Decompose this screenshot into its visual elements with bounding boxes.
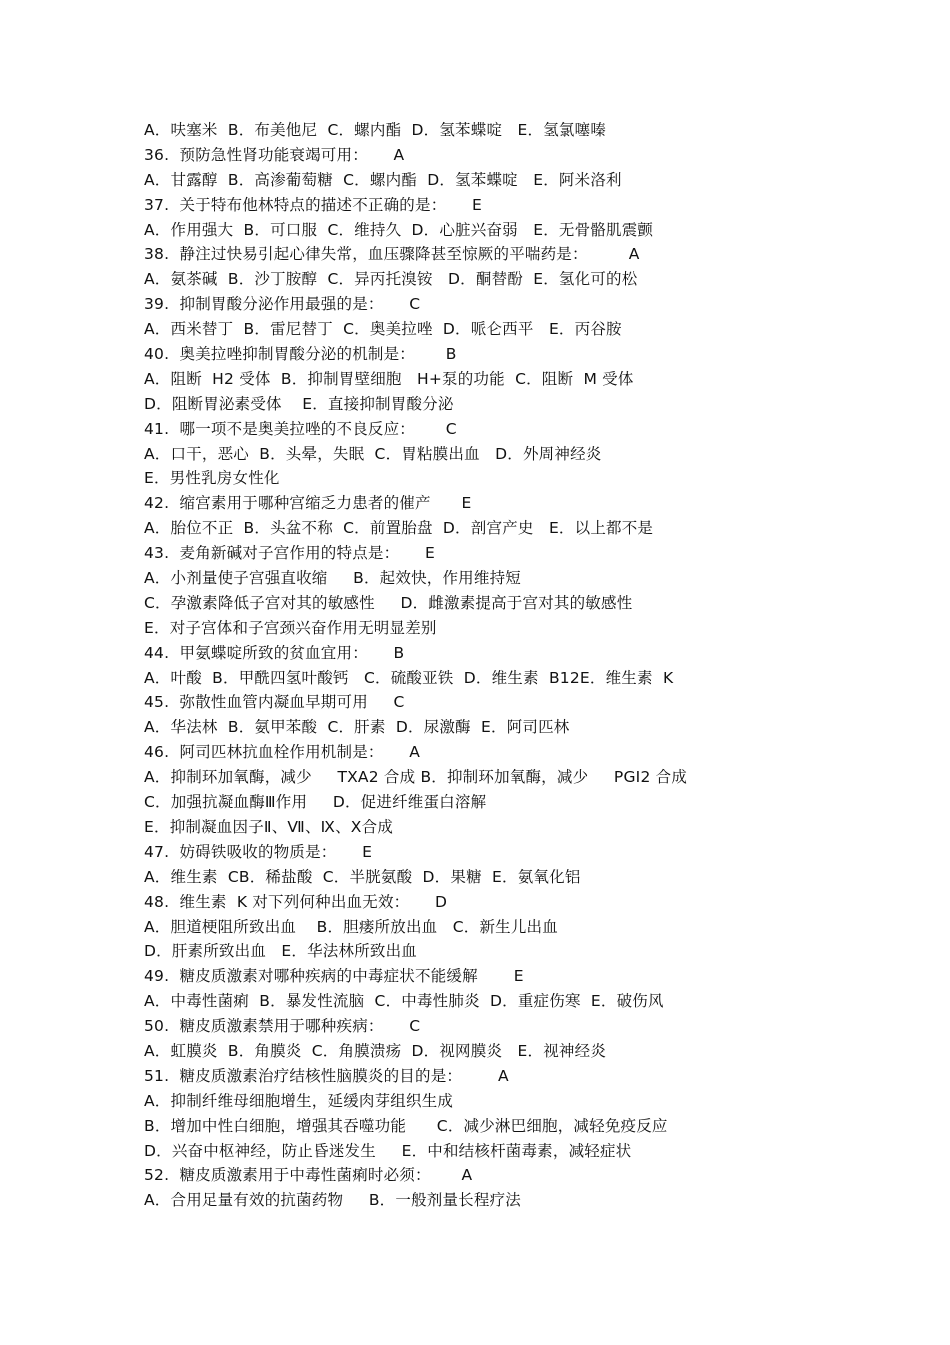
options-line: D．兴奋中枢神经，防止昏迷发生 E．中和结核杆菌毒素，减轻症状 <box>144 1141 632 1160</box>
options-line: A．阻断 H2 受体 B．抑制胃壁细胞 H+泵的功能 C．阻断 M 受体 <box>144 369 634 388</box>
text-line: A．呋塞米 B．布美他尼 C．螺内酯 D．氢苯蝶啶 E．氢氯噻嗪 <box>144 121 607 139</box>
options-line: A．合用足量有效的抗菌药物 B．一般剂量长程疗法 <box>144 1191 521 1210</box>
question-line: 38. 静注过快易引起心律失常，血压骤降甚至惊厥的平喘药是： A <box>144 245 640 264</box>
question-line: 50. 糖皮质激素禁用于哪种疾病： C <box>144 1017 421 1036</box>
options-line: E．男性乳房女性化 <box>144 469 280 488</box>
question-line: 36. 预防急性肾功能衰竭可用： A <box>144 145 405 164</box>
options-line: C．加强抗凝血酶Ⅲ作用 D．促进纤维蛋白溶解 <box>144 793 487 812</box>
options-line: A．叶酸 B．甲酰四氢叶酸钙 C．硫酸亚铁 D．维生素 B12E．维生素 K <box>144 668 674 687</box>
question-line: 44. 甲氨蝶啶所致的贫血宜用： B <box>144 643 405 662</box>
question-line: 51. 糖皮质激素治疗结核性脑膜炎的目的是： A <box>144 1066 509 1085</box>
options-line: A．胆道梗阻所致出血 B．胆瘘所放出血 C．新生儿出血 <box>144 917 558 936</box>
question-line: 48. 维生素 K 对下列何种出血无效： D <box>144 892 448 911</box>
question-line: 42. 缩宫素用于哪种宫缩乏力患者的催产 E <box>144 494 472 513</box>
options-line: A．甘露醇 B．高渗葡萄糖 C．螺内酯 D．氢苯蝶啶 E．阿米洛利 <box>144 170 622 189</box>
options-line: A．口干，恶心 B．头晕，失眠 C．胃粘膜出血 D．外周神经炎 <box>144 444 602 463</box>
options-line: A．虹膜炎 B．角膜炎 C．角膜溃疡 D．视网膜炎 E．视神经炎 <box>144 1041 607 1060</box>
question-line: 37. 关于特布他林特点的描述不正确的是： E <box>144 195 483 214</box>
question-line: 40. 奥美拉唑抑制胃酸分泌的机制是： B <box>144 345 457 364</box>
options-line: D．阻断胃泌素受体 E．直接抑制胃酸分泌 <box>144 394 454 413</box>
question-line: 39. 抑制胃酸分泌作用最强的是： C <box>144 295 421 314</box>
options-line: B．增加中性白细胞，增强其吞噬功能 C．减少淋巴细胞，减轻免疫反应 <box>144 1116 668 1135</box>
options-line: E．抑制凝血因子Ⅱ、Ⅶ、Ⅸ、Ⅹ合成 <box>144 817 394 836</box>
options-line: A．氨茶碱 B．沙丁胺醇 C．异丙托溴铵 D．酮替酚 E．氢化可的松 <box>144 270 638 289</box>
options-line: A．中毒性菌痢 B．暴发性流脑 C．中毒性肺炎 D．重症伤寒 E．破伤风 <box>144 992 664 1011</box>
options-line: C．孕激素降低子宫对其的敏感性 D．雌激素提高于宫对其的敏感性 <box>144 593 633 612</box>
options-line: A．维生素 CB．稀盐酸 C．半胱氨酸 D．果糖 E．氨氧化铝 <box>144 867 581 886</box>
options-line: A．胎位不正 B．头盆不称 C．前置胎盘 D．剖宫产史 E．以上都不是 <box>144 519 654 538</box>
options-line: A．华法林 B．氨甲苯酸 C．肝素 D．尿激酶 E．阿司匹林 <box>144 718 570 737</box>
options-line: D．肝素所致出血 E．华法林所致出血 <box>144 942 418 961</box>
options-line: A．西米替丁 B．雷尼替丁 C．奥美拉唑 D．哌仑西平 E．丙谷胺 <box>144 320 622 339</box>
question-text-block <box>144 118 844 1213</box>
options-line: A．抑制环加氧酶，减少 TXA2 合成 B．抑制环加氧酶，减少 PGI2 合成 <box>144 768 688 787</box>
question-line: 49. 糖皮质激素对哪种疾病的中毒症状不能缓解 E <box>144 967 524 986</box>
options-line: E．对子宫体和子宫颈兴奋作用无明显差别 <box>144 618 437 637</box>
question-line: 41. 哪一项不是奥美拉唑的不良反应： C <box>144 419 457 438</box>
options-line: A．作用强大 B．可口服 C．维持久 D．心脏兴奋弱 E．无骨骼肌震颤 <box>144 220 654 239</box>
question-line: 47. 妨碍铁吸收的物质是： E <box>144 842 373 861</box>
options-line: A．抑制纤维母细胞增生，延缓肉芽组织生成 <box>144 1091 454 1110</box>
question-line: 43. 麦角新碱对子宫作用的特点是： E <box>144 544 435 563</box>
question-line: 52. 糖皮质激素用于中毒性菌痢时必须： A <box>144 1166 473 1185</box>
question-line: 46. 阿司匹林抗血栓作用机制是： A <box>144 743 421 762</box>
options-line: A．小剂量使子宫强直收缩 B．起效快，作用维持短 <box>144 569 521 588</box>
question-line: 45. 弥散性血管内凝血早期可用 C <box>144 693 405 712</box>
